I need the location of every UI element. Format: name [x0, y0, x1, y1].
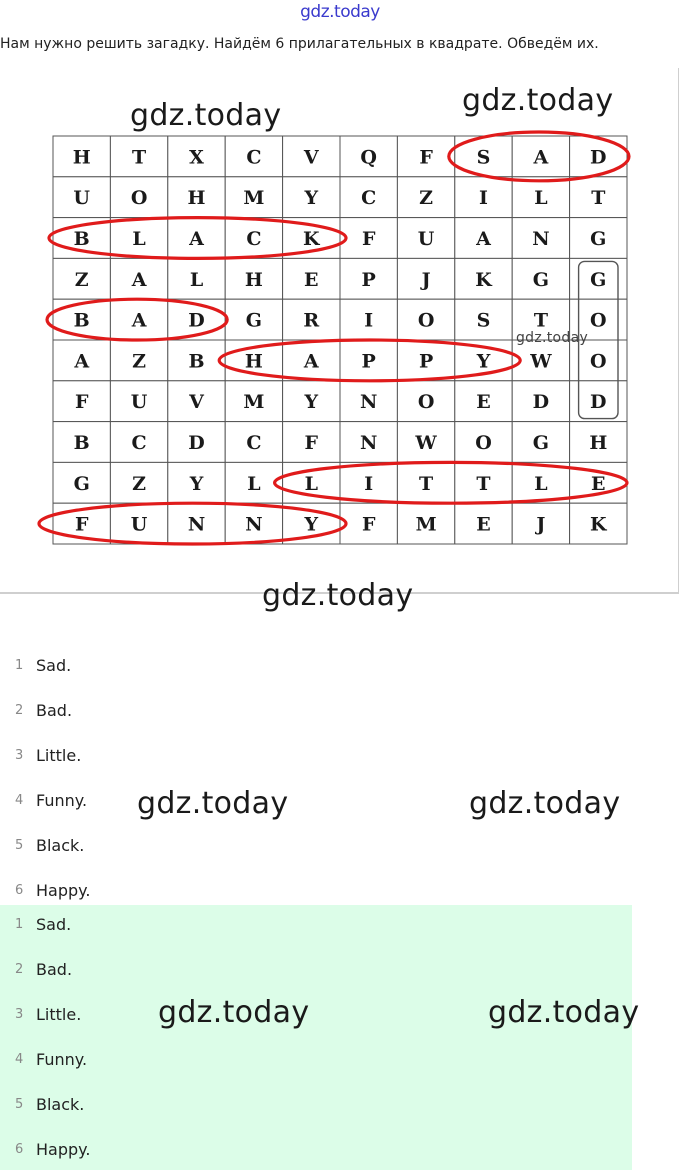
grid-letter: C — [361, 187, 377, 210]
item-text: Sad. — [36, 915, 72, 934]
grid-letter: G — [590, 268, 607, 291]
grid-letter: V — [303, 146, 319, 169]
grid-letter: H — [589, 432, 608, 454]
watermark: gdz.today — [469, 786, 621, 821]
item-text: Black. — [36, 1095, 85, 1114]
item-number: 3 — [15, 1007, 24, 1022]
grid-letter: U — [130, 391, 148, 414]
grid-letter: G — [73, 472, 90, 495]
item-text: Happy. — [36, 881, 91, 900]
grid-letter: C — [246, 228, 262, 250]
list-item — [0, 1130, 632, 1175]
grid-letter: D — [590, 146, 607, 169]
grid-letter: L — [534, 472, 548, 495]
watermark: gdz.today — [137, 786, 289, 821]
grid-letter: V — [189, 391, 204, 414]
grid-letter: E — [476, 513, 491, 536]
list-item — [0, 736, 680, 781]
grid-letter: O — [130, 187, 148, 210]
grid-letter: F — [74, 513, 89, 536]
grid-letter: M — [243, 187, 265, 210]
grid-letter: P — [418, 350, 434, 373]
grid-letter: G — [532, 268, 550, 291]
grid-letter: B — [73, 228, 90, 250]
item-number: 1 — [15, 658, 24, 673]
item-number: 6 — [15, 1142, 24, 1157]
grid-letter: U — [417, 228, 435, 250]
site-logo[interactable]: gdz.today — [300, 2, 380, 22]
grid-letter: N — [360, 391, 378, 414]
grid-letter: I — [364, 309, 374, 332]
item-text: Bad. — [36, 960, 73, 979]
grid-letter: G — [245, 309, 263, 332]
grid-letter: L — [132, 228, 146, 250]
grid-letter: C — [246, 432, 262, 454]
grid-letter: B — [188, 350, 205, 373]
grid-letter: A — [189, 228, 204, 250]
item-number: 5 — [15, 1097, 24, 1112]
item-text: Happy. — [36, 1140, 91, 1159]
grid-letter: O — [417, 391, 435, 414]
grid-letter: D — [188, 309, 205, 332]
item-number: 5 — [15, 838, 24, 853]
task-text: Нам нужно решить загадку. Найдём 6 прилагательных в квадрате. Обведём их. — [0, 36, 599, 52]
grid-letter: X — [189, 146, 204, 169]
grid-letter: C — [131, 432, 147, 454]
grid-letter: Y — [304, 513, 319, 536]
grid-letter: M — [243, 391, 265, 414]
watermark: gdz.today — [488, 995, 640, 1030]
grid-letter: M — [415, 513, 437, 536]
item-text: Sad. — [36, 656, 72, 675]
item-text: Bad. — [36, 701, 73, 720]
grid-letter: N — [360, 432, 378, 454]
grid-letter: J — [536, 513, 546, 536]
grid-letter: P — [361, 350, 376, 373]
watermark: gdz.today — [516, 330, 589, 346]
grid-letter: E — [476, 391, 491, 414]
grid-letter: F — [361, 513, 376, 536]
grid-letter: C — [246, 146, 262, 169]
grid-letter: L — [534, 187, 548, 210]
grid-letter: E — [591, 472, 606, 495]
puzzle-image — [0, 68, 679, 594]
grid-letter: R — [303, 309, 320, 332]
answer-list-highlighted — [0, 905, 632, 1170]
grid-letter: Y — [476, 350, 491, 373]
grid-letter: O — [590, 309, 607, 332]
list-item — [0, 950, 632, 995]
item-number: 6 — [15, 883, 24, 898]
grid-letter: O — [475, 432, 492, 454]
grid-letter: H — [244, 268, 263, 291]
item-text: Funny. — [36, 791, 88, 810]
grid-letter: O — [590, 350, 607, 373]
grid-letter: J — [421, 268, 431, 291]
grid-letter: F — [304, 432, 319, 454]
grid-letter: Z — [132, 350, 147, 373]
grid-letter: F — [419, 146, 433, 169]
item-text: Funny. — [36, 1050, 88, 1069]
list-item — [0, 1085, 632, 1130]
grid-letter: T — [419, 472, 434, 495]
list-item — [0, 826, 680, 871]
grid-letter: K — [303, 228, 320, 250]
item-number: 2 — [15, 962, 24, 977]
grid-letter: S — [476, 309, 491, 332]
grid-letter: Q — [360, 146, 377, 169]
answer-list — [0, 646, 680, 916]
item-number: 4 — [15, 793, 24, 808]
grid-letter: W — [530, 350, 552, 373]
grid-letter: K — [475, 268, 492, 291]
grid-letter: Z — [74, 268, 89, 291]
grid-letter: H — [72, 146, 91, 169]
grid-letter: H — [244, 350, 263, 373]
grid-letter: K — [590, 513, 607, 536]
grid-letter: Y — [304, 391, 319, 414]
grid-letter: T — [591, 187, 606, 210]
item-number: 2 — [15, 703, 24, 718]
item-text: Little. — [36, 746, 82, 765]
grid-letter: P — [361, 268, 376, 291]
item-text: Little. — [36, 1005, 82, 1024]
grid-letter: L — [304, 472, 318, 495]
grid-letter: E — [304, 268, 319, 291]
list-item — [0, 905, 632, 950]
grid-letter: D — [590, 391, 607, 414]
grid-letter: A — [131, 309, 147, 332]
grid-letter: B — [73, 432, 90, 454]
list-item — [0, 1040, 632, 1085]
grid-letter: U — [130, 513, 148, 536]
grid-letter: B — [73, 309, 90, 332]
grid-letter: W — [415, 432, 437, 454]
list-item — [0, 691, 680, 736]
grid-letter: A — [476, 228, 491, 250]
grid-letter: G — [532, 432, 550, 454]
grid-letter: A — [131, 268, 147, 291]
grid-letter: A — [533, 146, 549, 169]
grid-letter: F — [361, 228, 376, 250]
grid-letter: T — [132, 146, 147, 169]
grid-letter: I — [364, 472, 374, 495]
grid-letter: U — [73, 187, 90, 210]
grid-letter: T — [476, 472, 491, 495]
grid-letter: D — [532, 391, 550, 414]
item-number: 1 — [15, 917, 24, 932]
grid-letter: N — [245, 513, 263, 536]
grid-letter: T — [533, 309, 548, 332]
grid-letter: A — [74, 350, 90, 373]
grid-letter: I — [479, 187, 488, 210]
grid-letter: Y — [189, 472, 204, 495]
grid-letter: Z — [132, 472, 147, 495]
list-item — [0, 646, 680, 691]
grid-letter: N — [532, 228, 550, 250]
grid-letter: L — [247, 472, 261, 495]
grid-letter: D — [188, 432, 205, 454]
grid-letter: Y — [304, 187, 319, 210]
grid-letter: S — [476, 146, 491, 169]
watermark: gdz.today — [262, 578, 414, 613]
grid-letter: H — [187, 187, 206, 210]
grid-letter: A — [303, 350, 319, 373]
item-number: 4 — [15, 1052, 24, 1067]
watermark: gdz.today — [158, 995, 310, 1030]
grid-letter: Z — [419, 187, 434, 210]
item-number: 3 — [15, 748, 24, 763]
grid-letter: O — [417, 309, 435, 332]
item-text: Black. — [36, 836, 85, 855]
grid-letter: L — [189, 268, 204, 291]
grid-letter: F — [74, 391, 89, 414]
watermark: gdz.today — [462, 83, 614, 118]
grid-letter: N — [187, 513, 206, 536]
watermark: gdz.today — [130, 98, 282, 133]
grid-letter: G — [590, 228, 607, 250]
